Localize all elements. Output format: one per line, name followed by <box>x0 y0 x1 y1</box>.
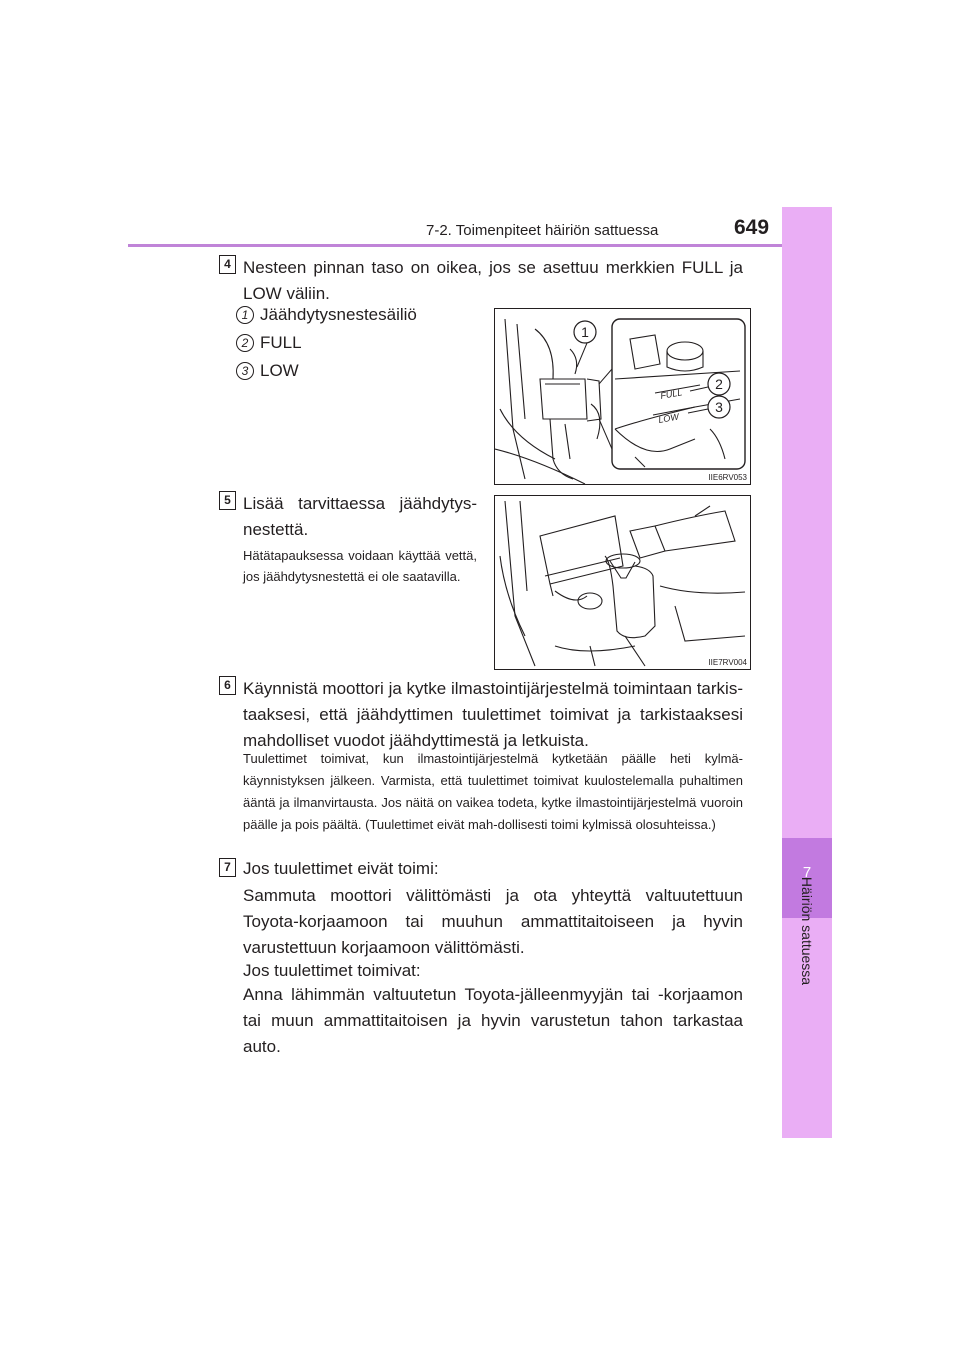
step7-heading: Jos tuulettimet eivät toimi: <box>243 859 439 878</box>
callout-1: 1 <box>581 324 589 340</box>
step7-paragraph-2: Anna lähimmän valtuutetun Toyota-jälleenmyyjän tai -korjaamon tai muun ammattitaitoisen ja hyvin varustetun tahon tarkastaa auto. <box>243 985 743 1056</box>
step7-paragraph-1: Sammuta moottori välittömästi ja ota yhteyttä valtuutettuun Toyota-korjaamoon tai muuhun ammattitaitoiseen ja hyvin varustettuun korjaamoon välittömästi. <box>243 886 743 957</box>
step-badge-5: 5 <box>219 491 236 510</box>
figure-code-1: IIE6RV053 <box>708 473 747 482</box>
legend-number-3: 3 <box>236 362 254 380</box>
callout-2: 2 <box>715 376 723 392</box>
step6-text: Käynnistä moottori ja kytke ilmastointijärjestelmä toimintaan tarkis-taaksesi, että jäähdyttimen tuulettimet toimivat ja tarkistaaksesi mahdolliset vuodot jäähdyttimestä ja letkuista. <box>243 679 743 750</box>
legend-number-1: 1 <box>236 306 254 324</box>
coolant-refill-illustration <box>494 495 751 670</box>
tank-mark-full: FULL <box>659 387 684 401</box>
tank-mark-low: LOW <box>657 411 680 425</box>
step5-note: Hätätapauksessa voidaan käyttää vettä, jos jäähdytysnestettä ei ole saatavilla. <box>243 548 477 584</box>
refill-drawing <box>495 496 750 669</box>
legend-label-full: FULL <box>260 333 302 352</box>
step6-note: Tuulettimet toimivat, kun ilmastointijärjestelmä kytketään päälle heti kylmä-käynnistyksen jälkeen. Varmista, että tuulettimet toimivat kuulostelemalla puhaltimen ääntä ja ilmanvirtausta. Jos näitä on vaikea todeta, kytke ilmastointijärjestelmä vuoroin päälle ja pois päältä. (Tuulettimet eivät mah-dollisesti toimi kylmissä olosuhteissa.) <box>243 751 743 832</box>
section-title: 7-2. Toimenpiteet häiriön sattuessa <box>426 222 659 239</box>
callout-3: 3 <box>715 399 723 415</box>
figure-code-2: IIE7RV004 <box>708 658 747 667</box>
legend-number-2: 2 <box>236 334 254 352</box>
step4-text: Nesteen pinnan taso on oikea, jos se asettuu merkkien FULL ja LOW väliin. <box>243 258 743 303</box>
chapter-side-tab <box>782 207 832 1138</box>
step-badge-7: 7 <box>219 858 236 877</box>
legend-label-reservoir: Jäähdytysnestesäiliö <box>260 305 417 324</box>
legend-label-low: LOW <box>260 361 299 380</box>
step7-subheading: Jos tuulettimet toimivat: <box>243 961 421 980</box>
coolant-reservoir-illustration <box>494 308 751 485</box>
chapter-title: Häiriön sattuessa <box>799 876 815 986</box>
step5-text: Lisää tarvittaessa jäähdytys-nestettä. <box>243 494 477 539</box>
header-rule <box>128 244 832 247</box>
step-badge-6: 6 <box>219 676 236 695</box>
reservoir-drawing <box>495 309 750 484</box>
page-number: 649 <box>734 216 770 239</box>
step-badge-4: 4 <box>219 255 236 274</box>
chapter-number: 7 <box>802 864 812 881</box>
